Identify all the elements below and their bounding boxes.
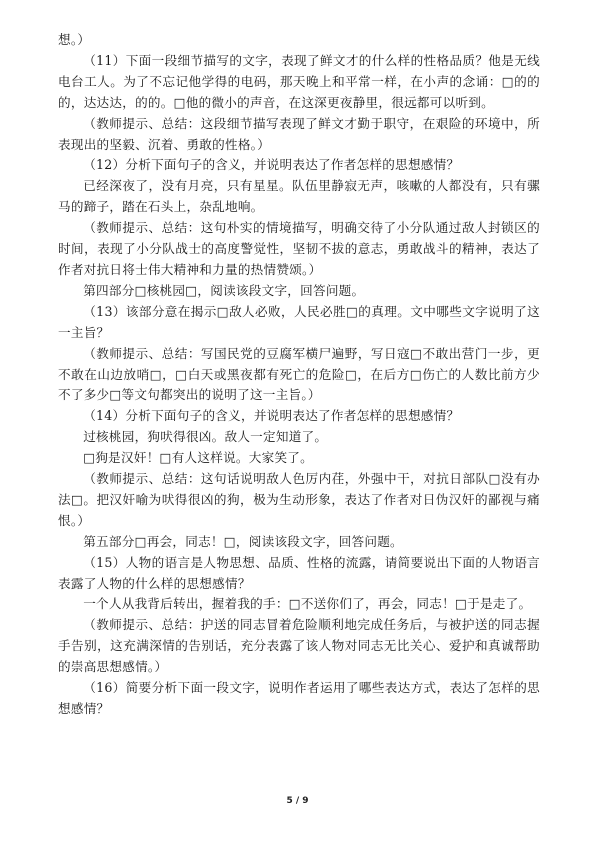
quoted-passage: □狗是汉奸！□有人这样说。大家笑了。 — [83, 450, 313, 466]
question-16: （16）简要分析下面一段文字，说明作者运用了哪些表达方式，表达了怎样的思想感情？ — [58, 680, 540, 716]
teacher-note: （教师提示、总结：这段细节描写表现了鲜文才勤于职守，在艰险的环境中，所表现出的坚毅、沉着、勇敢的性格。） — [58, 115, 540, 152]
quoted-passage: 过核桃园，狗吠得很凶。敌人一定知道了。 — [83, 429, 328, 445]
document-body — [58, 30, 540, 720]
quoted-passage: 一个人从我背后转出，握着我的手：□不送你们了，再会，同志！□于是走了。 — [83, 596, 532, 612]
page-number: 5 / 9 — [286, 796, 309, 806]
question-12: （12）分析下面句子的含义，并说明表达了作者怎样的思想感情？ — [83, 157, 460, 173]
question-11: （11）下面一段细节描写的文字，表现了鲜文才的什么样的性格品质？他是无线电台工人。为了不忘记他学得的电码，那天晚上和平常一样，在小声的念诵：□的的的，达达达，的的。□他的微小的声音，在这深更夜静里，很远都可以听到。 — [58, 52, 540, 110]
question-15: （15）人物的语言是人物思想、品质、性格的流露，请简要说出下面的人物语言表露了人物的什么样的思想感情？ — [58, 554, 540, 591]
teacher-note: （教师提示、总结：这句朴实的情境描写，明确交待了小分队通过敌人封锁区的时间，表现了小分队战士的高度警觉性，坚韧不拔的意志，勇敢战斗的精神，表达了作者对抗日将士伟大精神和力量的热情赞颂。） — [58, 220, 540, 277]
question-13: （13）该部分意在揭示□敌人必败，人民必胜□的真理。文中哪些文字说明了这一主旨？ — [58, 303, 540, 340]
paragraph: 想。） — [58, 32, 91, 47]
section-heading: 第四部分□核桃园□，阅读该段文字，回答问题。 — [83, 282, 365, 298]
question-14: （14）分析下面句子的含义，并说明表达了作者怎样的思想感情？ — [83, 408, 460, 424]
teacher-note: （教师提示、总结：写国民党的豆腐军横尸遍野，写日寇□不敢出营门一步，更不敢在山边放哨□，□白天或黑夜都有死亡的危险□，在后方□伤亡的人数比前方少不了多少□等文句都突出的说明了这一主旨。） — [58, 345, 540, 403]
teacher-note: （教师提示、总结：这句话说明敌人色厉内荏，外强中干，对抗日部队□没有办法□。把汉奸喻为吠得很凶的狗，极为生动形象，表达了作者对日伪汉奸的鄙视与痛恨。） — [58, 471, 540, 528]
teacher-note: （教师提示、总结：护送的同志冒着危险顺利地完成任务后，与被护送的同志握手告别，这充满深情的告别话，充分表露了该人物对同志无比关心、爱护和真诚帮助的崇高思想感情。） — [58, 617, 540, 675]
section-heading: 第五部分□再会，同志！□，阅读该段文字，回答问题。 — [83, 533, 403, 549]
quoted-passage: 已经深夜了，没有月亮，只有星星。队伍里静寂无声，咳嗽的人都没有，只有骡马的蹄子，踏在石头上，杂乱地响。 — [58, 178, 540, 215]
